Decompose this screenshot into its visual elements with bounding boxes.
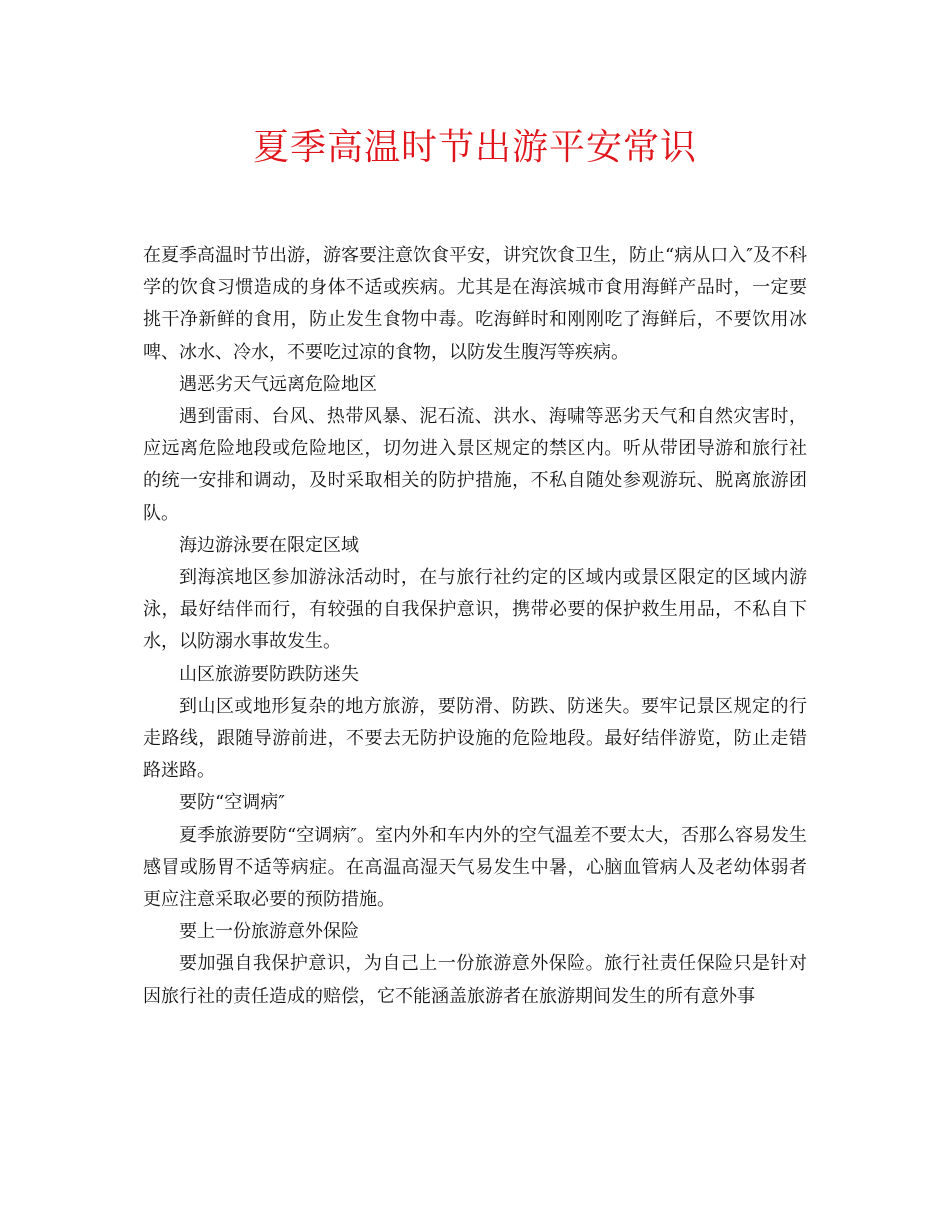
intro-paragraph: 在夏季高温时节出游，游客要注意饮食平安，讲究饮食卫生，防止“病从口入″及不科学的饮食习惯造成的身体不适或疾病。尤其是在海滨城市食用海鲜产品时，一定要挑干净新鲜的食用，防止发生食物中毒。吃海鲜时和刚刚吃了海鲜后，不要饮用冰啤、冰水、冷水，不要吃过凉的食物，以防发生腹泻等疾病。 (143, 245, 807, 363)
section-paragraph-swimming: 到海滨地区参加游泳活动时，在与旅行社约定的区域内或景区限定的区域内游泳，最好结伴而行，有较强的自我保护意识，携带必要的保护救生用品，不私自下水，以防溺水事故发生。 (143, 567, 807, 653)
section-paragraph-weather: 遇到雷雨、台风、热带风暴、泥石流、洪水、海啸等恶劣天气和自然灾害时，应远离危险地段或危险地区，切勿进入景区规定的禁区内。听从带团导游和旅行社的统一安排和调动，及时采取相关的防护措施，不私自随处参观游玩、脱离旅游团队。 (143, 406, 807, 524)
section-heading-aircon: 要防“空调病″ (179, 792, 285, 814)
section-heading-weather: 遇恶劣天气远离危险地区 (179, 373, 377, 395)
document-body (143, 240, 807, 1013)
section-heading-insurance: 要上一份旅游意外保险 (179, 921, 359, 943)
section-paragraph-aircon: 夏季旅游要防“空调病″。室内外和车内外的空气温差不要太大，否那么容易发生感冒或肠胃不适等病症。在高温高湿天气易发生中暑，心脑血管病人及老幼体弱者更应注意采取必要的预防措施。 (143, 824, 807, 911)
section-paragraph-insurance: 要加强自我保护意识，为自己上一份旅游意外保险。旅行社责任保险只是针对因旅行社的责任造成的赔偿，它不能涵盖旅游者在旅游期间发生的所有意外事 (143, 953, 807, 1007)
document-title: 夏季高温时节出游平安常识 (252, 127, 697, 168)
section-heading-swimming: 海边游泳要在限定区域 (179, 534, 359, 556)
section-paragraph-mountain: 到山区或地形复杂的地方旅游，要防滑、防跌、防迷失。要牢记景区规定的行走路线，跟随导游前进，不要去无防护设施的危险地段。最好结伴游览，防止走错路迷路。 (143, 695, 807, 782)
section-heading-mountain: 山区旅游要防跌防迷失 (179, 663, 359, 685)
